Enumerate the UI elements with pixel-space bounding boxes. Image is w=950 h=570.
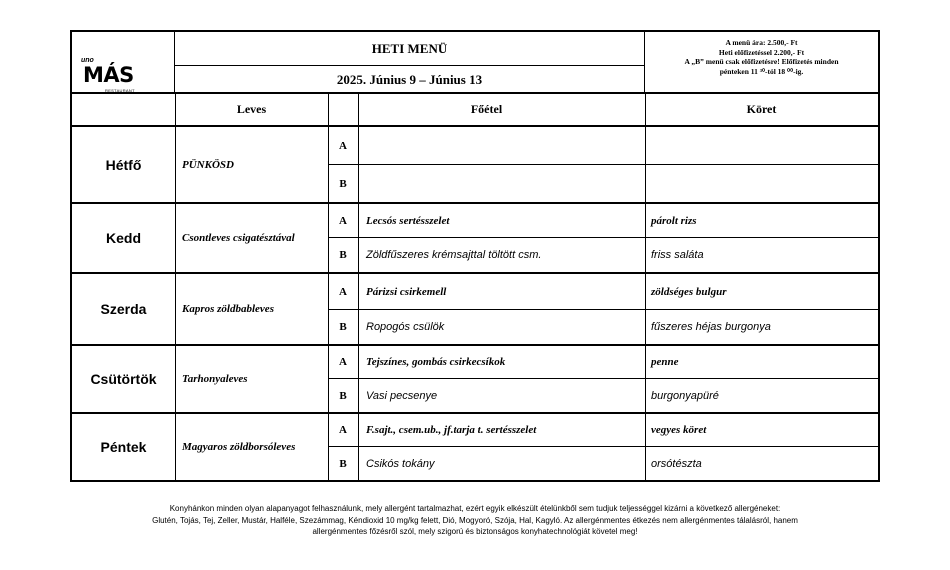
- allergen-notice-line: Glutén, Tojás, Tej, Zeller, Mustár, Halféle, Szezámmag, Kéndioxid 10 mg/kg felett, Dió, Mogyoró, Szója, Hal, Kagyló. Az allergénmentes étkezés nem allergénmentes tálalásról, hanem: [152, 515, 798, 525]
- option-row-a: [328, 346, 878, 379]
- option-row-a: [328, 204, 878, 238]
- day-row-friday: [72, 414, 878, 480]
- side-dish: orsótészta: [651, 457, 702, 470]
- logo-main-text: MÁS: [83, 63, 134, 87]
- allergen-notice-line: allergénmentes főzésről szól, mely szigorú és biztonságos konyhatechnológiát követel meg!: [312, 527, 638, 536]
- main-dish: Tejszínes, gombás csirkecsíkok: [366, 356, 506, 368]
- main-dish: Zöldfűszeres krémsajttal töltött csm.: [366, 249, 542, 261]
- option-row-b: [328, 447, 878, 480]
- menu-table: [70, 94, 880, 482]
- restaurant-logo: [81, 57, 143, 97]
- main-dish: F.sajt., csem.ub., jf.tarja t. sertésszelet: [366, 424, 537, 436]
- option-row-b: [328, 238, 878, 272]
- option-letter: B: [339, 389, 347, 402]
- allergen-notice-line: Konyhánkon minden olyan alapanyagot felhasználunk, mely allergént tartalmazhat, ezért egyik elkészült ételünkből sem tudjuk teljességgel kizárni a következő allergéneket:: [169, 504, 781, 513]
- side-dish: burgonyapüré: [651, 389, 719, 402]
- option-row-a: [328, 414, 878, 447]
- price-info-line: A „B” menü csak előfizetésre! Előfizetés minden: [684, 57, 839, 66]
- price-info-line: A menü ára: 2.500,- Ft: [725, 38, 798, 47]
- option-letter: A: [339, 356, 347, 368]
- option-letter: A: [339, 285, 347, 298]
- option-row-a: [328, 274, 878, 310]
- date-range: 2025. Június 9 – Június 13: [336, 72, 483, 87]
- column-header-soup: Leves: [175, 94, 328, 127]
- option-row-a: [328, 127, 878, 165]
- side-dish: fűszeres héjas burgonya: [651, 321, 771, 333]
- side-dish: párolt rizs: [651, 214, 697, 227]
- logo-cell: [72, 32, 175, 92]
- main-dish: Ropogós csülök: [366, 321, 445, 333]
- logo-top-text: uno: [81, 57, 94, 64]
- day-row-tuesday: [72, 204, 878, 274]
- logo-sub-text: RESTAURANT: [105, 88, 135, 93]
- soup: Kapros zöldbableves: [182, 303, 274, 315]
- title-cell: [175, 32, 645, 92]
- option-row-b: [328, 165, 878, 202]
- option-letter: A: [339, 214, 347, 227]
- soup: Magyaros zöldborsóleves: [182, 441, 296, 453]
- soup: PÜNKÖSD: [182, 158, 234, 171]
- price-info: [645, 32, 878, 92]
- price-info-line: pénteken 11 ³⁰-tól 18 ⁰⁰-ig.: [719, 66, 804, 76]
- option-row-b: [328, 310, 878, 344]
- option-letter: A: [339, 424, 347, 436]
- main-dish: Párizsi csirkemell: [366, 285, 447, 298]
- side-dish: friss saláta: [651, 249, 704, 261]
- side-dish: penne: [651, 356, 679, 368]
- day-name: Péntek: [100, 439, 147, 455]
- option-letter: B: [339, 457, 347, 470]
- side-dish: zöldséges bulgur: [651, 285, 727, 298]
- option-letter: A: [339, 139, 347, 152]
- day-name: Csütörtök: [90, 371, 157, 387]
- option-letter: B: [339, 321, 347, 333]
- day-row-thursday: [72, 346, 878, 414]
- soup: Csontleves csigatésztával: [182, 232, 295, 244]
- column-header-main: Főétel: [328, 94, 645, 127]
- option-letter: B: [339, 249, 347, 261]
- option-row-b: [328, 379, 878, 412]
- main-dish: Lecsós sertésszelet: [366, 214, 450, 227]
- day-name: Hétfő: [105, 156, 142, 173]
- option-letter: B: [339, 177, 347, 190]
- menu-header: [70, 30, 880, 94]
- day-name: Kedd: [106, 230, 141, 246]
- column-header-side: Köret: [645, 94, 878, 127]
- day-row-monday: [72, 127, 878, 204]
- price-info-line: Heti előfizetéssel 2.200,- Ft: [718, 47, 805, 57]
- side-dish: vegyes köret: [651, 424, 707, 436]
- main-dish: Vasi pecsenye: [366, 389, 438, 402]
- allergen-notice: [60, 503, 890, 538]
- header-day-cell: [72, 94, 175, 127]
- soup: Tarhonyaleves: [182, 373, 248, 385]
- day-row-wednesday: [72, 274, 878, 346]
- menu-title: HETI MENÜ: [175, 32, 644, 66]
- day-name: Szerda: [100, 301, 147, 317]
- main-dish: Csikós tokány: [366, 457, 435, 470]
